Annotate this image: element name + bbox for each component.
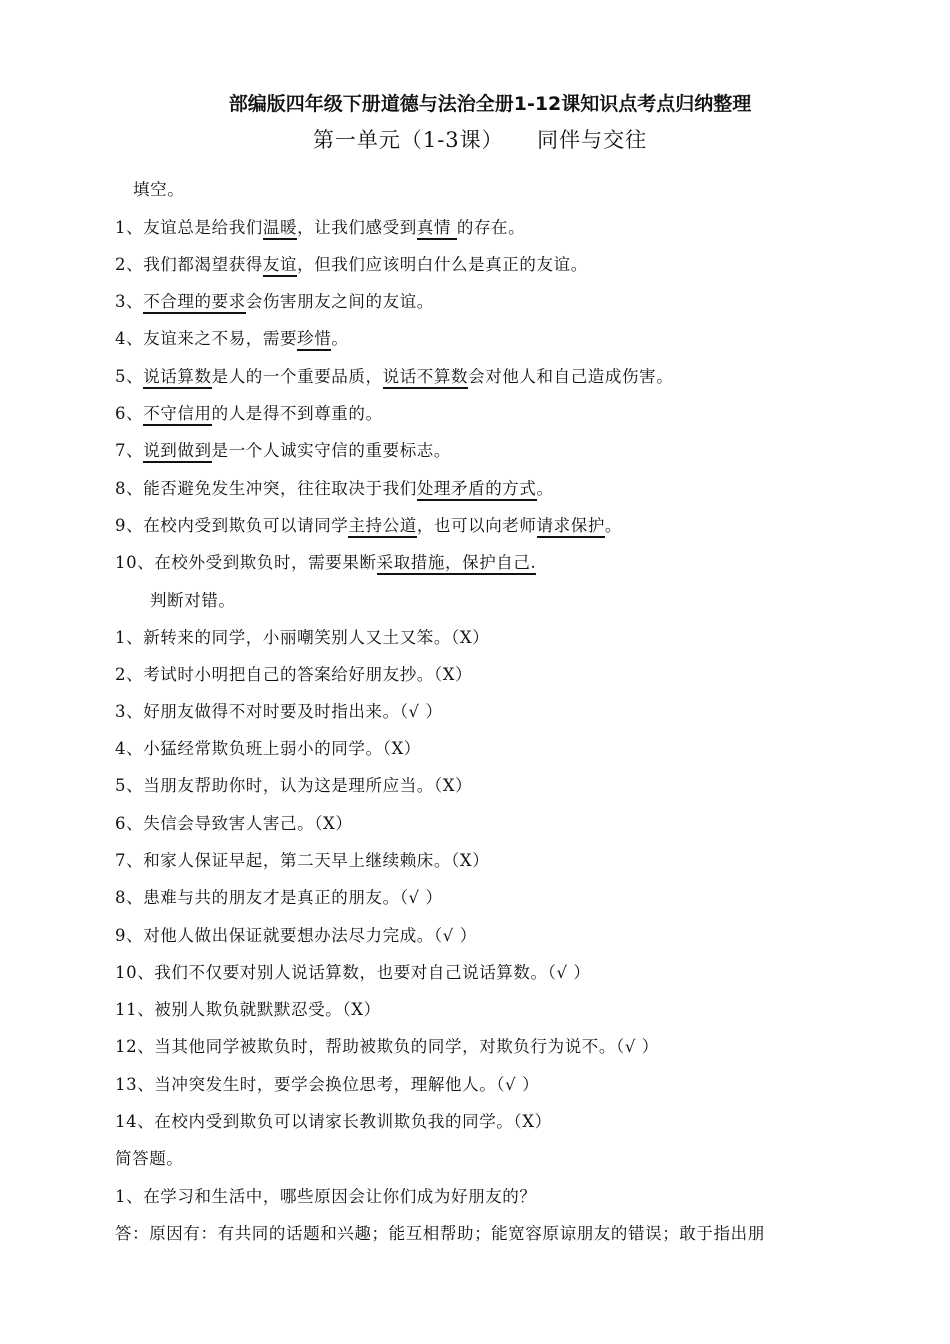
fill-text: 是人的一个重要品质， <box>211 367 383 386</box>
fill-item <box>115 512 622 536</box>
fill-text: 10、在校外受到欺负时，需要果断 <box>115 553 377 572</box>
fill-item <box>115 475 554 499</box>
fill-item <box>115 288 434 312</box>
document-title: 部编版四年级下册道德与法治全册1-12课知识点考点归纳整理 <box>228 93 752 115</box>
fill-text: 。 <box>604 516 623 535</box>
judge-item: 8、患难与共的朋友才是真正的朋友。（√ ） <box>115 888 443 907</box>
fill-item <box>115 363 673 387</box>
fill-text: 2、我们都渴望获得 <box>115 255 263 274</box>
fill-item <box>115 400 383 424</box>
underlined-answer: 真情 <box>417 218 457 240</box>
judge-item: 6、失信会导致害人害己。（X） <box>115 814 353 833</box>
underlined-answer: 不守信用 <box>143 404 211 426</box>
judge-item: 1、新转来的同学，小丽嘲笑别人又土又笨。（X） <box>115 628 490 647</box>
fill-text: 7、 <box>115 441 144 460</box>
judge-item: 5、当朋友帮助你时，认为这是理所应当。（X） <box>115 776 473 795</box>
fill-text: 的人是得不到尊重的。 <box>211 404 383 423</box>
fill-text: 3、 <box>115 292 144 311</box>
judge-item: 12、当其他同学被欺负时，帮助被欺负的同学，对欺负行为说不。（√ ） <box>115 1037 659 1056</box>
underlined-answer: 说话算数 <box>143 367 211 389</box>
fill-text: ，也可以向老师 <box>416 516 537 535</box>
fill-text: 6、 <box>115 404 144 423</box>
judge-item: 4、小猛经常欺负班上弱小的同学。（X） <box>115 739 421 758</box>
fill-item <box>115 437 451 461</box>
judge-item: 7、和家人保证早起，第二天早上继续赖床。（X） <box>115 851 490 870</box>
fill-text: 是一个人诚实守信的重要标志。 <box>211 441 452 460</box>
short-answer: 答：原因有：有共同的话题和兴趣；能互相帮助；能宽容原谅朋友的错误；敢于指出朋 <box>115 1224 765 1243</box>
underlined-answer: 主持公道 <box>348 516 416 538</box>
underlined-answer: 不合理的要求 <box>143 292 246 314</box>
judge-item: 13、当冲突发生时，要学会换位思考，理解他人。（√ ） <box>115 1075 540 1094</box>
fill-item <box>115 251 588 275</box>
judge-item: 11、被别人欺负就默默忍受。（X） <box>115 1000 381 1019</box>
fill-item <box>115 549 536 573</box>
underlined-answer: 温暖 <box>263 218 297 240</box>
judge-item: 2、考试时小明把自己的答案给好朋友抄。（X） <box>115 665 473 684</box>
fill-text: 。 <box>536 479 554 498</box>
underlined-answer: 请求保护 <box>537 516 605 538</box>
underlined-answer: 珍惜 <box>297 329 331 351</box>
fill-text: 1、友谊总是给我们 <box>115 218 263 237</box>
underlined-answer: 说话不算数 <box>383 367 469 389</box>
fill-text: 8、能否避免发生冲突，往往取决于我们 <box>115 479 417 498</box>
judge-item: 3、好朋友做得不对时要及时指出来。（√ ） <box>115 702 443 721</box>
underlined-answer: 处理矛盾的方式 <box>417 479 537 501</box>
judge-heading: 判断对错。 <box>150 591 236 610</box>
judge-item: 14、在校内受到欺负可以请家长教训欺负我的同学。（X） <box>115 1112 552 1131</box>
short-answer-heading: 简答题。 <box>115 1149 184 1168</box>
judge-item: 9、对他人做出保证就要想办法尽力完成。（√ ） <box>115 926 477 945</box>
fill-text: 会伤害朋友之间的友谊。 <box>245 292 434 311</box>
fill-text: 4、友谊来之不易，需要 <box>115 329 298 348</box>
underlined-answer: 采取措施，保护自己. <box>377 553 537 575</box>
fill-text: 的存在。 <box>456 218 526 237</box>
fill-text: 5、 <box>115 367 144 386</box>
fill-text: ，让我们感受到 <box>297 218 417 237</box>
judge-item: 10、我们不仅要对别人说话算数，也要对自己说话算数。（√ ） <box>115 963 591 982</box>
fill-item <box>115 214 525 238</box>
fill-text: 。 <box>331 329 349 348</box>
short-question: 1、在学习和生活中，哪些原因会让你们成为好朋友的？ <box>115 1187 537 1206</box>
underlined-answer: 友谊 <box>263 255 297 277</box>
underlined-answer: 说到做到 <box>143 441 211 463</box>
unit-title: 第一单元（1-3课） 同伴与交往 <box>312 128 648 152</box>
fill-text: ，但我们应该明白什么是真正的友谊。 <box>297 255 588 274</box>
fill-text: 会对他人和自己造成伤害。 <box>468 367 674 386</box>
fill-text: 9、在校内受到欺负可以请同学 <box>115 516 349 535</box>
fill-heading: 填空。 <box>133 180 185 199</box>
fill-item <box>115 325 348 349</box>
